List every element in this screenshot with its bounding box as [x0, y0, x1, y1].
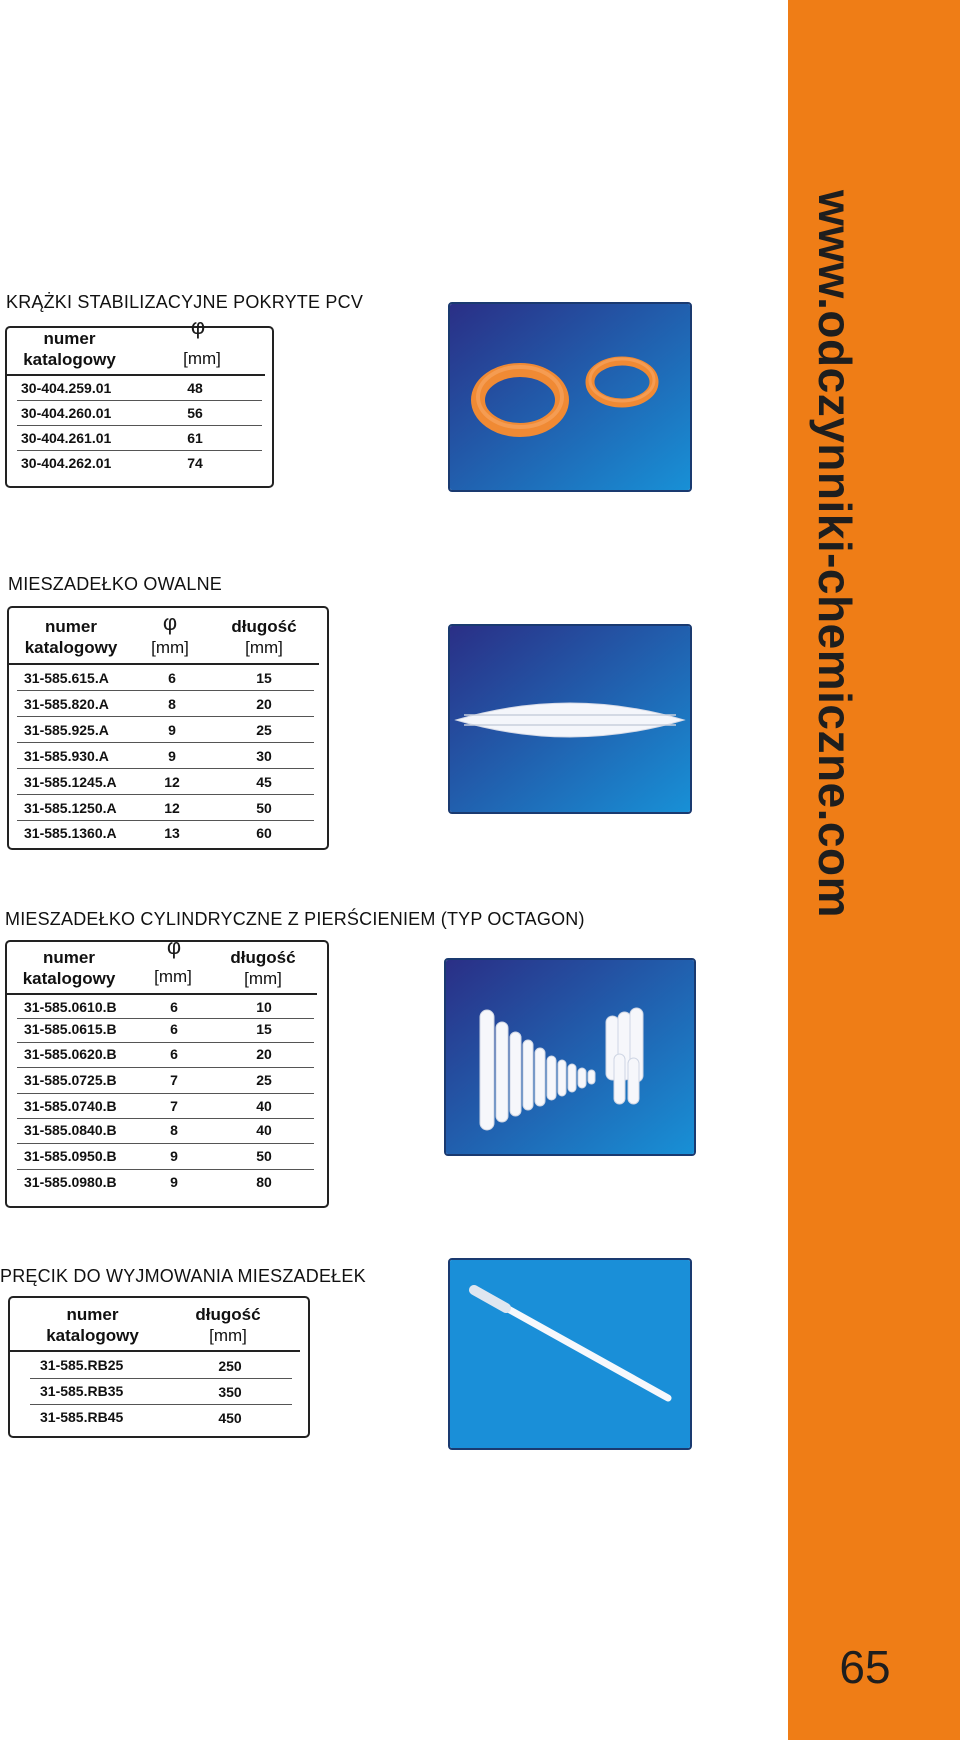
- table-cell-catalog: 31-585.0950.B: [24, 1148, 117, 1164]
- table-cell-catalog: 30-404.259.01: [21, 380, 112, 396]
- header-divider: [10, 1350, 300, 1352]
- table-cell-diameter: 6: [170, 1046, 178, 1062]
- row-divider: [17, 794, 314, 795]
- header-text: numer: [43, 329, 96, 348]
- table-cell-length: 80: [256, 1174, 272, 1190]
- col-header-length-unit: [mm]: [209, 1326, 247, 1345]
- table-cell-length: 25: [256, 722, 272, 738]
- table-cell-catalog: 31-585.0615.B: [24, 1021, 117, 1037]
- table-cell-length: 45: [256, 774, 272, 790]
- table-cell-diameter: 74: [187, 455, 203, 471]
- row-divider: [17, 1143, 314, 1144]
- row-divider: [17, 1067, 314, 1068]
- section-title-stabilizing-rings: KRĄŻKI STABILIZACYJNE POKRYTE PCV: [6, 292, 364, 312]
- table-cylindrical-stir-bar: [5, 934, 329, 1208]
- table-cell-catalog: 31-585.RB35: [40, 1383, 124, 1399]
- col-header-length: długość: [231, 617, 297, 636]
- table-cell-length: 10: [256, 999, 272, 1015]
- table-cell-catalog: 31-585.0620.B: [24, 1046, 117, 1062]
- table-cell-length: 250: [218, 1358, 242, 1374]
- table-cell-diameter: 48: [187, 380, 203, 396]
- table-cell-length: 60: [256, 825, 272, 841]
- table-cell-catalog: 31-585.1250.A: [24, 800, 117, 816]
- table-cell-diameter: 9: [168, 722, 176, 738]
- row-divider: [17, 742, 314, 743]
- table-stabilizing-rings: [5, 314, 274, 488]
- stir-bar-retriever-photo: [448, 1258, 692, 1450]
- section-title-oval-stir-bar: MIESZADEŁKO OWALNE: [8, 574, 222, 594]
- col-header-catalog: [9, 616, 133, 658]
- table-cell-diameter: 9: [170, 1148, 178, 1164]
- table-cell-catalog: 31-585.930.A: [24, 748, 109, 764]
- table-oval-stir-bar: [7, 606, 329, 850]
- table-cell-diameter: 7: [170, 1072, 178, 1088]
- table-cell-catalog: 31-585.0980.B: [24, 1174, 117, 1190]
- row-divider: [17, 1018, 314, 1019]
- table-cell-length: 40: [256, 1098, 272, 1114]
- row-divider: [17, 450, 262, 451]
- table-cell-length: 15: [256, 1021, 272, 1037]
- header-text: katalogowy: [23, 350, 116, 369]
- table-cell-catalog: 31-585.1245.A: [24, 774, 117, 790]
- section-title-retriever: PRĘCIK DO WYJMOWANIA MIESZADEŁEK: [0, 1266, 366, 1286]
- table-cell-length: 350: [218, 1384, 242, 1400]
- col-header-catalog: [20, 1304, 165, 1346]
- oval-stir-bar-photo: [448, 624, 692, 814]
- col-header-diameter: [mm]: [151, 638, 189, 657]
- table-cell-diameter: 61: [187, 430, 203, 446]
- table-cell-catalog: 30-404.261.01: [21, 430, 112, 446]
- header-text: numer: [45, 617, 97, 636]
- col-header-catalog: [7, 328, 132, 370]
- table-retriever: [8, 1296, 310, 1438]
- table-cell-diameter: 6: [168, 670, 176, 686]
- table-cell-length: 450: [218, 1410, 242, 1426]
- row-divider: [17, 1093, 314, 1094]
- table-cell-catalog: 30-404.262.01: [21, 455, 112, 471]
- header-divider: [7, 374, 265, 376]
- table-cell-diameter: 12: [164, 774, 180, 790]
- table-cell-diameter: 8: [168, 696, 176, 712]
- table-cell-length: 20: [256, 696, 272, 712]
- table-cell-catalog: 31-585.615.A: [24, 670, 109, 686]
- header-text: numer: [43, 948, 95, 967]
- table-cell-length: 15: [256, 670, 272, 686]
- website-url: www.odczynniki-chemiczne.com: [809, 190, 861, 919]
- col-header-diameter: [mm]: [154, 967, 192, 986]
- col-header-length-unit: [mm]: [244, 969, 282, 988]
- header-text: katalogowy: [24, 638, 118, 657]
- row-divider: [17, 690, 314, 691]
- table-cell-diameter: 8: [170, 1122, 178, 1138]
- table-cell-length: 50: [256, 1148, 272, 1164]
- section-title-cylindrical-stir-bar: MIESZADEŁKO CYLINDRYCZNE Z PIERŚCIENIEM (TYP OCTAGON): [5, 909, 585, 929]
- table-cell-catalog: 31-585.0725.B: [24, 1072, 117, 1088]
- table-cell-diameter: 56: [187, 405, 203, 421]
- row-divider: [30, 1378, 292, 1379]
- table-cell-diameter: 12: [164, 800, 180, 816]
- row-divider: [17, 1118, 314, 1119]
- table-cell-diameter: 6: [170, 999, 178, 1015]
- table-cell-catalog: 31-585.0610.B: [24, 999, 117, 1015]
- table-cell-length: 25: [256, 1072, 272, 1088]
- table-cell-length: 40: [256, 1122, 272, 1138]
- table-cell-catalog: 31-585.RB25: [40, 1357, 124, 1373]
- orange-pvc-rings-photo: [448, 302, 692, 492]
- table-cell-diameter: 13: [164, 825, 180, 841]
- table-cell-length: 30: [256, 748, 272, 764]
- table-cell-catalog: 31-585.925.A: [24, 722, 109, 738]
- table-cell-catalog: 31-585.820.A: [24, 696, 109, 712]
- table-cell-diameter: 7: [170, 1098, 178, 1114]
- table-cell-catalog: 31-585.1360.A: [24, 825, 117, 841]
- table-cell-catalog: 31-585.0740.B: [24, 1098, 117, 1114]
- header-text: numer: [66, 1305, 119, 1324]
- table-cell-catalog: 31-585.RB45: [40, 1409, 124, 1425]
- col-header-catalog: [7, 947, 131, 989]
- diameter-symbol: φ: [190, 314, 206, 339]
- row-divider: [30, 1404, 292, 1405]
- table-cell-length: 50: [256, 800, 272, 816]
- cylindrical-stir-bars-photo: [444, 958, 696, 1156]
- col-header-length: długość: [230, 948, 296, 967]
- col-header-diameter: [mm]: [183, 349, 221, 368]
- row-divider: [17, 1042, 314, 1043]
- diameter-symbol: φ: [166, 934, 182, 959]
- table-cell-catalog: 30-404.260.01: [21, 405, 112, 421]
- table-cell-diameter: 9: [168, 748, 176, 764]
- header-text: katalogowy: [22, 969, 116, 988]
- row-divider: [17, 820, 314, 821]
- col-header-length-unit: [mm]: [245, 638, 283, 657]
- row-divider: [17, 716, 314, 717]
- page-number: 65: [839, 1641, 891, 1693]
- table-cell-diameter: 6: [170, 1021, 178, 1037]
- table-cell-length: 20: [256, 1046, 272, 1062]
- diameter-symbol: φ: [162, 610, 178, 635]
- row-divider: [17, 1169, 314, 1170]
- row-divider: [17, 768, 314, 769]
- header-divider: [9, 663, 319, 665]
- table-cell-diameter: 9: [170, 1174, 178, 1190]
- header-divider: [7, 993, 317, 995]
- header-text: katalogowy: [46, 1326, 139, 1345]
- col-header-length: długość: [195, 1305, 261, 1324]
- table-cell-catalog: 31-585.0840.B: [24, 1122, 117, 1138]
- row-divider: [17, 425, 262, 426]
- row-divider: [17, 400, 262, 401]
